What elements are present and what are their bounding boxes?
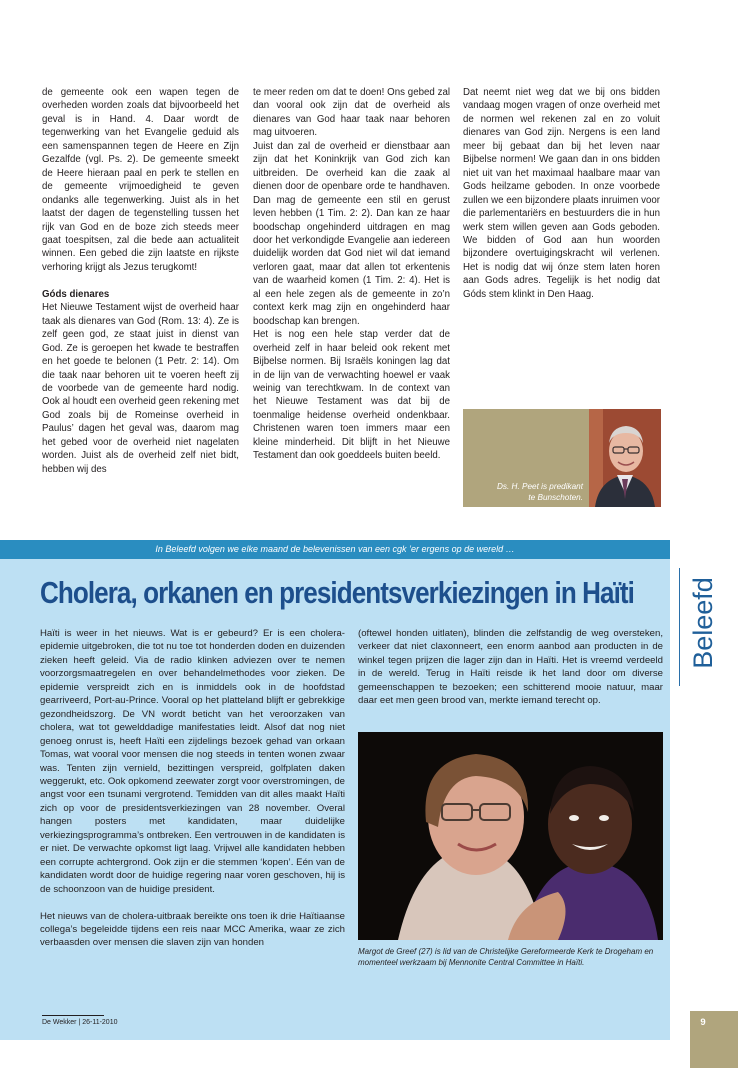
paragraph: (oftewel honden uitlaten), blinden die zelfstandig de weg oversteken, verkeer dat niet claxonneert, een enorm aanbod aan producten in de winkel tegen prijzen die lager zijn dan in Haïti. Het is vreemd verdeeld in de wereld. Terug in Haïti reisde ik het land door om diverse gemeenschappen te bezoeken; een schitterend mooie natuur, maar daar eet men geen brood van, merkte iemand terecht op. <box>358 628 663 707</box>
two-women-photo-illustration <box>358 732 663 940</box>
paragraph: Het Nieuwe Testament wijst de overheid haar taak als dienares van God (Rom. 13: 4). Ze is zelf geen god, ze staat juist in dienst van God. Ze is geroepen het kwade te bestraffen en het goede te belonen (1 Petr. 2: 14). Om die taak naar behoren uit te voeren heeft zij de voorbede van de gemeente hard nodig. Ook al houdt een overheid geen rekening met God zoals bij de Romeinse overheid in Paulus’ dagen het geval was, daarom mag het gebed voor de overheid niet nagelaten worden. Juist als de overheid zelf niet bidt, hebben wij des <box>42 302 239 475</box>
author-portrait-illustration <box>589 409 661 507</box>
paragraph: Dat neemt niet weg dat we bij ons bidden vandaag mogen vragen of onze overheid met de normen wel rekenen zal en zo voluit dienares van God zijn. Nergens is een land meer bij gebaat dan bij het leven naar Bijbelse normen! We gaan dan in ons bidden niet uit van het maximaal haalbare maar van Gods heilzame geboden. In onze voorbede zullen we een bijzondere plaats inruimen voor die parlementariërs en bestuurders die in hun werk stem willen geven aan Gods geboden. We bidden of God aan hun woorden bijzondere overtuigingskracht wil verlenen. Het is nodig dat wij ónze stem laten horen aan Gods adres. Tegelijk is het nodig dat Góds stem klinkt in Den Haag. <box>463 87 660 300</box>
author-photo <box>589 409 661 507</box>
article-photo <box>358 732 663 940</box>
author-caption <box>463 481 583 503</box>
paragraph: de gemeente ook een wapen tegen de overheden worden zoals dat bijvoorbeeld het geval is in Hand. 4. Daar wordt de tegenwerking van het Evangelie geduid als een samenspannen tegen de Heere en Zijn Gezalfde (vgl. Ps. 2). De gemeente smeekt de Heere hieraan paal en perk te stellen en de gemeente vrijmoedigheid te geven ondanks alle tegenwerking. Juist als in het laatst der dagen de tegenstelling tussen het rijk van God en de boze zich steeds meer gaat toespitsen, zal die bede aan actualiteit winnen. Een gebed die zijn laatste en rijkste verhoring krijgt als Jezus terugkomt! <box>42 87 239 273</box>
section-divider-line <box>679 568 680 686</box>
paragraph: Het nieuws van de cholera-uitbraak bereikte ons toen ik drie Haïtiaanse collega’s begeleidde tijdens een reis naar MCC Amerika, waar ze zich verbaasden over mensen die slaven zijn van honden <box>40 910 345 949</box>
footer-rule <box>42 1015 104 1016</box>
column-banner <box>0 540 670 559</box>
paragraph: Juist dan zal de overheid er dienstbaar aan zijn dat het Koninkrijk van God zich kan uitbreiden. De overheid kan die zaak al dienen door de openbare orde te handhaven. Dan mag de gemeente een stil en gerust leven hebben (1 Tim. 2: 2). Dan kan ze haar boodschap ongehinderd uitdragen en mag door het verkondigde Evangelie aan iedereen duidelijk worden dat God niet wil dat iemand verloren gaat, maar dat allen tot erkentenis van de waarheid komen (1 Tim. 2: 4). Het is al een hele zegen als de gemeente in zo’n context kerk mag zijn en ongehinderd haar boodschap kan brengen. <box>253 140 450 327</box>
section-label: Beleefd <box>688 577 718 669</box>
paragraph: te meer reden om dat te doen! Ons gebed zal dan vooral ook zijn dat de overheid als dienares van God haar taak naar behoren mag uitvoeren. <box>253 87 450 139</box>
top-article-column-3 <box>463 86 660 301</box>
author-box <box>463 409 661 507</box>
paragraph: Haïti is weer in het nieuws. Wat is er gebeurd? Er is een cholera-epidemie uitgebroken, die tot nu toe tot honderden doden en duizenden zieken heeft geleid. Via de radio klinken adviezen over te nemen voorzorgsmaatregelen en over behandelmethodes voor zieken. De epidemie verspreidt zich en is inmiddels ook in de hoofdstad gearriveerd, Port-au-Prince. Vooral op het platteland blijft er gebrekkige gezondheidszorg. De VN wordt beticht van het veroorzaken van cholera, wat tot gewelddadige manifestaties leidt. Alsof dat nog niet genoeg onrust is, heeft Haïti een zijdelings bezoek gehad van orkaan Tomas, wat vooral voor mensen die nog steeds in tenten wonen zwaar was. Tenten zijn vernield, bezittingen verspreid, golfplaten daken weggerukt, etc. Ook opkomend zeewater zorgt voor overstromingen, de angst voor een tsunami vergrotend. Temidden van dit alles maakt Haïti zich op voor de presidentsverkiezingen van 28 november. Overal hangen posters met kandidaten, maar duidelijke verkiezingsprogramma’s ontbreken. Een vertrouwen in de kandidaten is er niet. De verwachte opkomst ligt laag. Vrijwel alle kandidaten hebben een corrupte achtergrond. Ook zijn er die stemmen ‘kopen’. Eén van de kandidaten wordt door de huidige regering naar voren geschoven, hij is de schoonzoon van de huidige president. <box>40 628 345 895</box>
section-heading: Góds dienares <box>42 288 110 300</box>
author-caption-line: Ds. H. Peet is predikant <box>496 482 583 491</box>
bottom-article-column-1 <box>40 627 345 950</box>
publication-footer: De Wekker | 26-11-2010 <box>42 1019 118 1026</box>
bottom-article-column-2 <box>358 627 663 708</box>
page-number: 9 <box>700 1017 706 1028</box>
author-caption-line: te Bunschoten. <box>528 493 583 502</box>
top-article-column-2 <box>253 86 450 463</box>
paragraph: Het is nog een hele stap verder dat de overheid zelf in haar beleid ook rekent met Bijbelse normen. Bij Israëls koningen lag dat in de lijn van de verwachting hoewel er vaak weinig van terechtkwam. In de context van het Nieuwe Testament was dat bij de toenmalige heidense overheid ondenkbaar. Christenen waren toen immers maar een kleine minderheid. Dit blijft in het Nieuwe Testament dan ook goeddeels buiten beeld. <box>253 329 450 462</box>
top-article-column-1 <box>42 86 239 476</box>
banner-text: In Beleefd volgen we elke maand de belevenissen van een cgk ’er ergens op de wereld … <box>155 544 515 554</box>
article-headline: Cholera, orkanen en presidentsverkiezingen in Haïti <box>40 575 634 610</box>
page-number-box <box>690 1011 738 1068</box>
photo-caption: Margot de Greef (27) is lid van de Christelijke Gereformeerde Kerk te Drogeham en momenteel werkzaam bij Mennonite Central Committee in Haïti. <box>358 947 654 968</box>
